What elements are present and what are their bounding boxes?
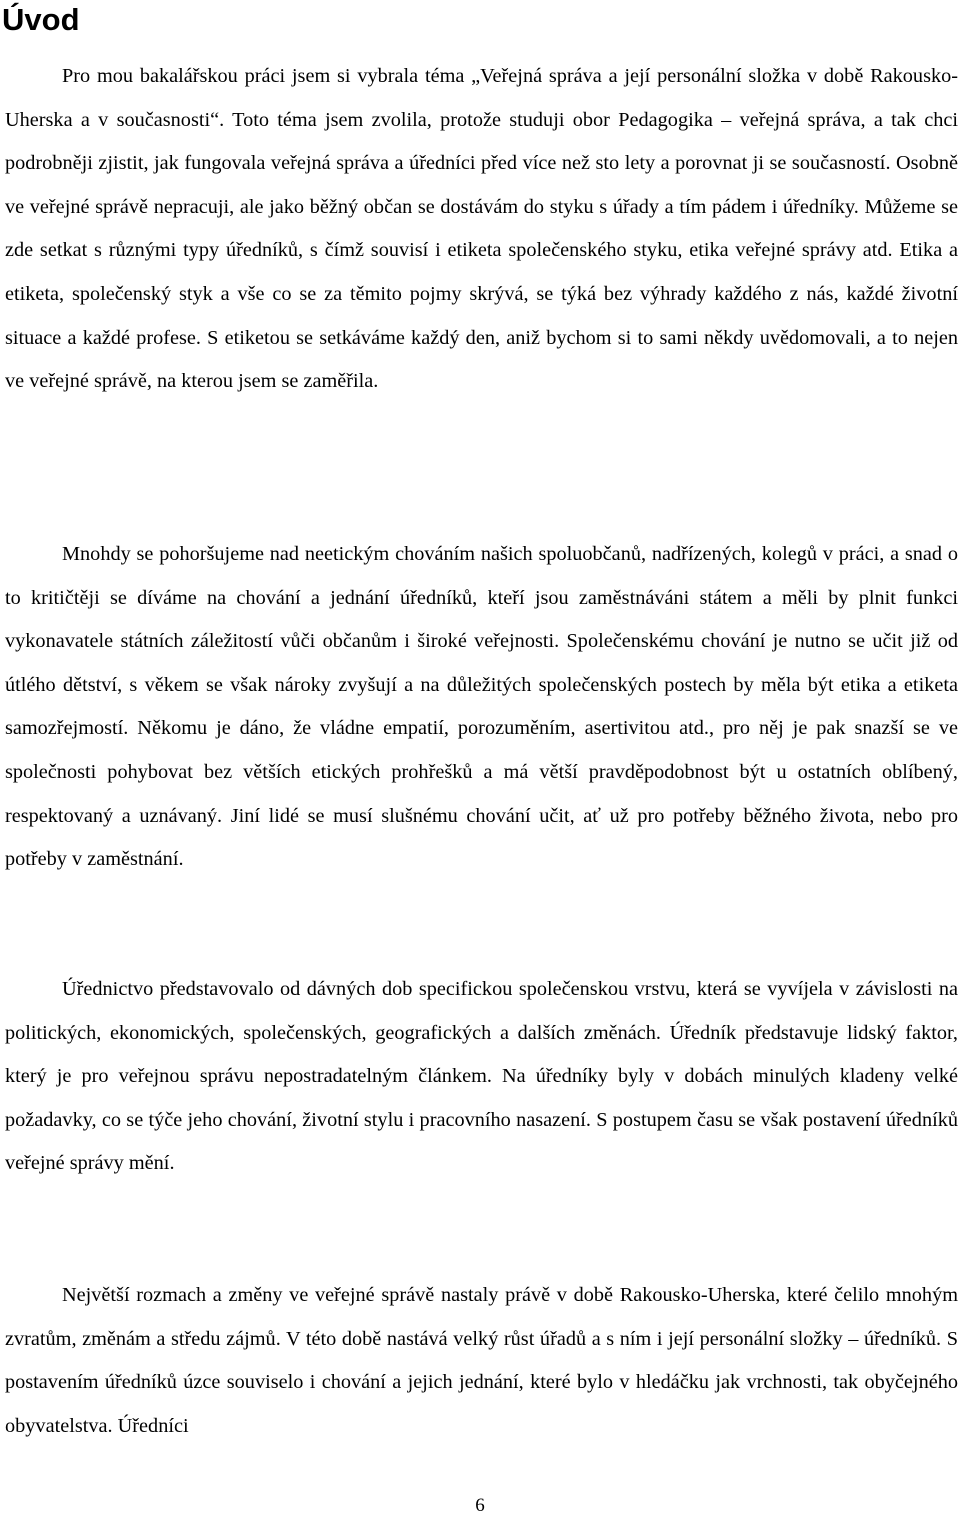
- paragraph-austria-hungary: Největší rozmach a změny ve veřejné správě nastaly právě v době Rakousko-Uherska, které čelilo mnohým zvratům, změnám a středu zájmů. V této době nastává velký růst úřadů a s ním i její personální složky – úředníků. S postavením úředníků úzce souviselo i chování a jejich jednání, které bylo v hledáčku jak vrchnosti, tak obyčejného obyvatelstva. Úředníci: [5, 1284, 958, 1437]
- paragraph-introduction: Pro mou bakalářskou práci jsem si vybrala téma „Veřejná správa a její personální složka v době Rakousko-Uherska a v současnosti“. Toto téma jsem zvolila, protože studuji obor Pedagogika – veřejná správa, a tak chci podrobněji zjistit, jak fungovala veřejná správa a úředníci před více než sto lety a porovnat ji se současností. Osobně ve veřejné správě nepracuji, ale jako běžný občan se dostávám do styku s úřady a tím pádem i úředníky. Můžeme se zde setkat s různými typy úředníků, s čímž souvisí i etiketa společenského styku, etika veřejné správy atd. Etika a etiketa, společenský styk a vše co se za těmito pojmy skrývá, se týká bez výhrady každého z nás, každé životní situace a každé profese. S etiketou se setkáváme každý den, aniž bychom si to sami někdy uvědomovali, a to nejen ve veřejné správě, na kterou jsem se zaměřila.: [5, 65, 958, 393]
- paragraph-officials: Úřednictvo představovalo od dávných dob specifickou společenskou vrstvu, která se vyvíjela v závislosti na politických, ekonomických, společenských, geografických a dalších změnách. Úředník představuje lidský faktor, který je pro veřejnou správu nepostradatelným článkem. Na úředníky byly v dobách minulých kladeny velké požadavky, co se týče jeho chování, životní stylu i pracovního nasazení. S postupem času se však postavení úředníků veřejné správy mění.: [5, 978, 958, 1175]
- section-heading: Úvod: [2, 2, 80, 37]
- paragraph-behavior: Mnohdy se pohoršujeme nad neetickým chováním našich spoluobčanů, nadřízených, kolegů v práci, a snad o to kritičtěji se díváme na chování a jednání úředníků, kteří jsou zaměstnáváni státem a měli by plnit funkci vykonavatele státních záležitostí vůči občanům i široké veřejnosti. Společenskému chování je nutno se učit již od útlého dětství, s věkem se však nároky zvyšují a na důležitých společenských postech by měla být etika a etiketa samozřejmostí. Někomu je dáno, že vládne empatií, porozuměním, asertivitou atd., pro něj je pak snazší se ve společnosti pohybovat bez větších etických prohřešků a má větší pravděpodobnost být u ostatních oblíbený, respektovaný a uznávaný. Jiní lidé se musí slušnému chování učit, ať už pro potřeby běžného života, nebo pro potřeby v zaměstnání.: [5, 543, 958, 871]
- page-number: 6: [475, 1495, 485, 1516]
